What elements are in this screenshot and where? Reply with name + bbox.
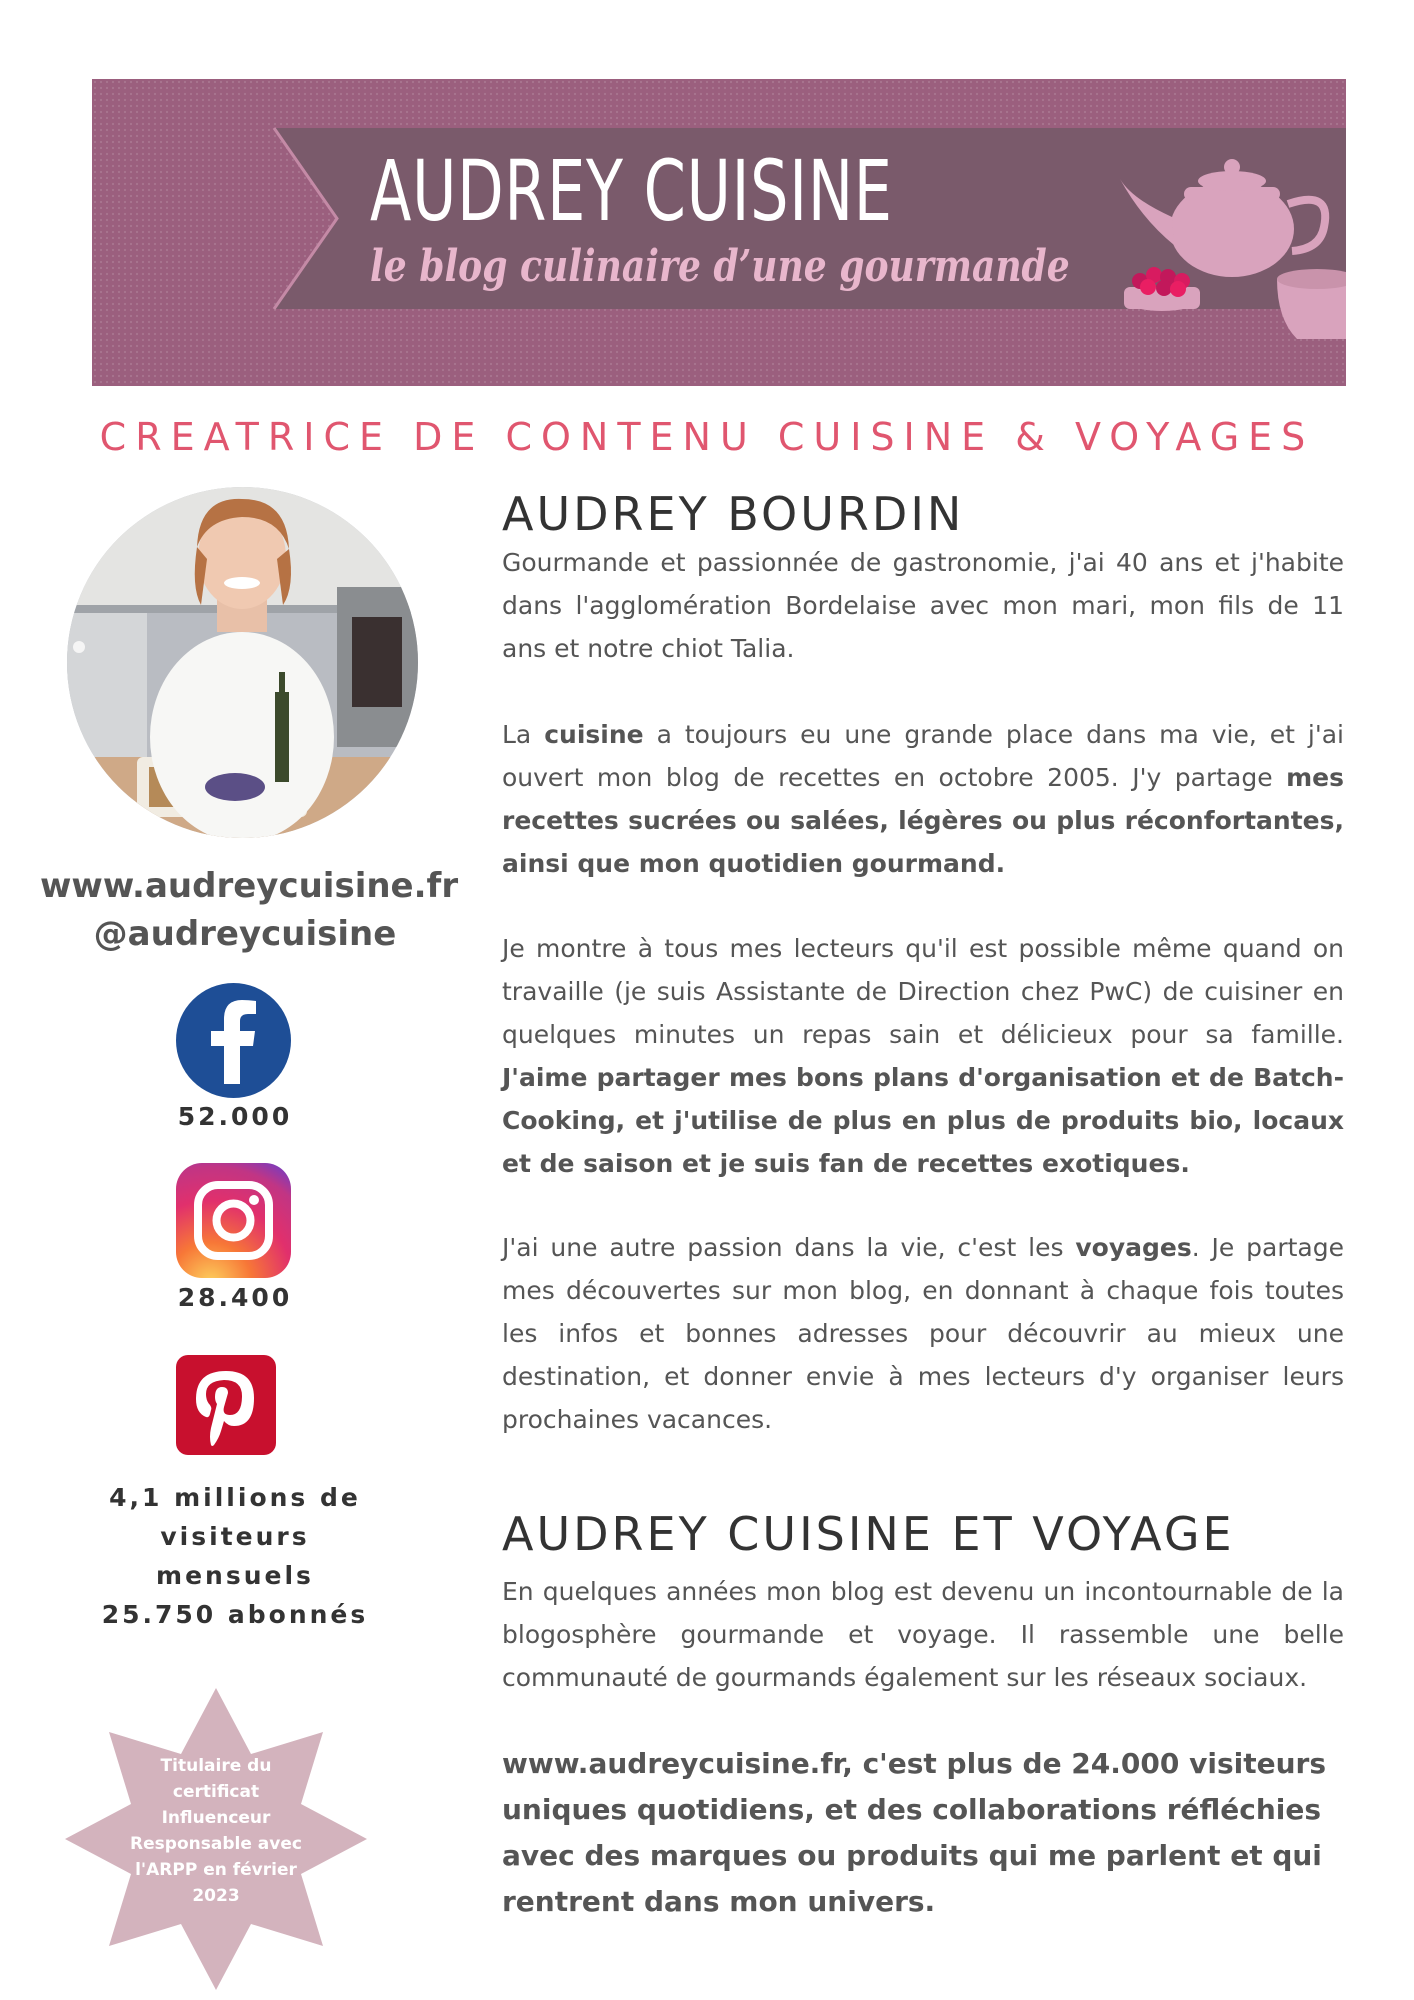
bio-text: Gourmande et passionnée de gastronomie, j'ai 40 ans et j'habite dans l'agglomération Bordelaise avec mon mari, mon fils de 11 ans et notre chiot Talia. (502, 548, 1344, 663)
blog-text: En quelques années mon blog est devenu un incontournable de la blogosphère gourmande et voyage. Il rassemble une belle communauté de gourmands également sur les réseaux sociaux. (502, 1577, 1344, 1692)
certificate-line: Responsable avec (130, 1834, 302, 1854)
pinterest-line: 4,1 millions de (109, 1483, 361, 1512)
instagram-icon[interactable] (176, 1163, 291, 1278)
pinterest-stats (40, 1478, 430, 1634)
bio-bold: mes recettes sucrées ou salées, légères ou plus réconfortantes, ainsi que mon quotidien gourmand. (502, 763, 1344, 878)
bio-paragraph-1 (502, 541, 1344, 670)
kitchen-portrait (67, 487, 418, 838)
facebook-icon[interactable] (176, 983, 291, 1098)
bio-paragraph-2 (502, 713, 1344, 885)
bio-text: a toujours eu une grande place dans ma vie, et j'ai ouvert mon blog de recettes en octobre 2005. J'y partage (502, 720, 1344, 792)
bio-text: . Je partage mes découvertes sur mon blog, en donnant à chaque fois toutes les infos et bonnes adresses pour découvrir au mieux une destination, et donner envie à mes lecteurs d'y organiser leurs prochaines vacances. (502, 1233, 1345, 1434)
bio-text: J'ai une autre passion dans la vie, c'est les (502, 1233, 1076, 1262)
pinterest-line: 25.750 abonnés (101, 1600, 369, 1629)
pinterest-icon[interactable] (176, 1355, 276, 1455)
certificate-line: Influenceur (161, 1808, 271, 1828)
bio-bold: voyages (1075, 1233, 1192, 1262)
tagline: CREATRICE DE CONTENU CUISINE & VOYAGES (99, 415, 1315, 459)
bio-paragraph-4 (502, 1226, 1344, 1441)
facebook-count: 52.000 (177, 1102, 293, 1131)
certificate-line: 2023 (192, 1886, 240, 1906)
pinterest-line: mensuels (156, 1561, 314, 1590)
teapot-illustration (1092, 109, 1346, 339)
profile-photo (67, 487, 418, 838)
website-link[interactable]: www.audreycuisine.fr (40, 866, 459, 906)
bio-bold: cuisine (544, 720, 644, 749)
bio-bold: J'aime partager mes bons plans d'organisation et de Batch-Cooking, et j'utilise de plus en plus de produits bio, locaux et de saison et je suis fan de recettes exotiques. (502, 1063, 1344, 1178)
certificate-line: certificat (172, 1782, 260, 1802)
section-heading-blog: AUDREY CUISINE ET VOYAGE (502, 1507, 1235, 1561)
bio-paragraph-3 (502, 927, 1344, 1185)
banner-title: AUDREY CUISINE (370, 142, 893, 240)
certificate-line: Titulaire du (160, 1756, 272, 1776)
blog-paragraph-1 (502, 1570, 1344, 1699)
banner-subtitle: le blog culinaire d’une gourmande (370, 241, 1070, 292)
section-heading-bio: AUDREY BOURDIN (502, 487, 965, 541)
blog-banner (92, 79, 1346, 386)
blog-highlight: www.audreycuisine.fr, c'est plus de 24.000 visiteurs uniques quotidiens, et des collaborations réfléchies avec des marques ou produits qui me parlent et qui rentrent dans mon univers. (502, 1747, 1327, 1918)
instagram-count: 28.400 (177, 1283, 293, 1312)
blog-paragraph-2 (502, 1741, 1344, 1925)
bio-text: La (502, 720, 545, 749)
certificate-line: l'ARPP en février (135, 1860, 297, 1880)
social-handle: @audreycuisine (93, 914, 397, 954)
pinterest-line: visiteurs (160, 1522, 310, 1551)
bio-text: Je montre à tous mes lecteurs qu'il est possible même quand on travaille (je suis Assistante de Direction chez PwC) de cuisiner en quelques minutes un repas sain et délicieux pour sa famille. (502, 934, 1344, 1049)
certificate-text (120, 1753, 312, 1909)
contact-block (40, 862, 459, 958)
